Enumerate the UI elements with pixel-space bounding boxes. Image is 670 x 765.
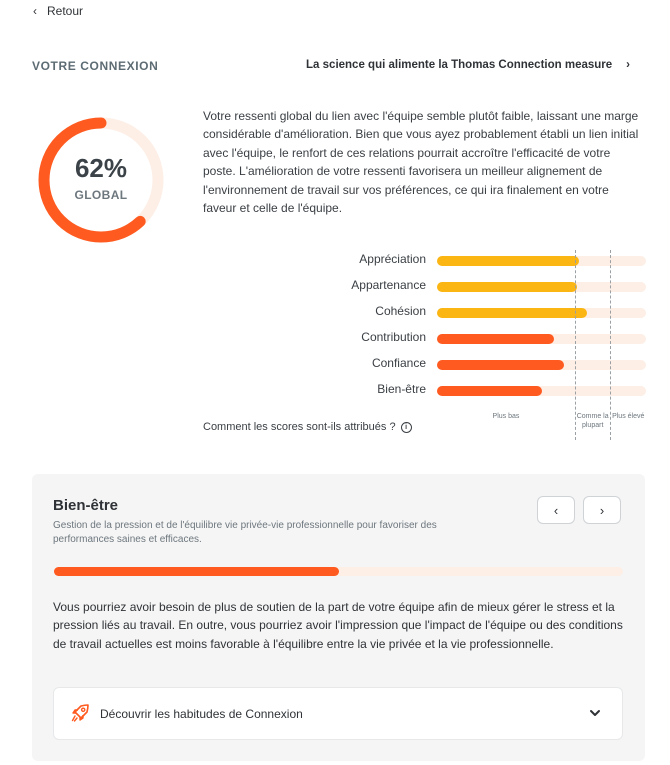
prev-dimension-button[interactable] (537, 496, 575, 524)
bar-track (437, 282, 646, 292)
how-scores-link[interactable] (203, 421, 412, 433)
bar-track (437, 386, 646, 396)
discover-label: Découvrir les habitudes de Connexion (100, 707, 303, 721)
bar-label: Appréciation (359, 252, 426, 266)
bar-label: Bien-être (377, 382, 426, 396)
bar-track (437, 308, 646, 318)
next-dimension-button[interactable] (583, 496, 621, 524)
bar-track (437, 334, 646, 344)
chevron-left-icon: ‹ (33, 4, 37, 18)
global-percent: 62% (74, 153, 128, 183)
global-label: GLOBAL (74, 188, 128, 202)
bar-row (300, 276, 650, 296)
chevron-right-icon: › (599, 502, 605, 518)
info-icon: i (401, 422, 412, 433)
how-scores-label: Comment les scores sont-ils attribués ? (203, 421, 396, 433)
bar-fill (437, 334, 554, 344)
scale-label: Plus bas (492, 413, 520, 420)
bar-fill (437, 256, 579, 266)
bar-fill (437, 386, 542, 396)
bar-label: Contribution (361, 330, 426, 344)
rocket-icon (70, 703, 90, 728)
bar-row (300, 380, 650, 400)
scale-label: Plus élevé (612, 413, 645, 420)
bar-label: Confiance (371, 356, 426, 370)
science-link-label: La science qui alimente la Thomas Connection measure (306, 59, 613, 71)
scale-label: Comme la plupart (576, 413, 609, 429)
bar-fill (437, 308, 587, 318)
bar-row (300, 302, 650, 322)
chevron-down-icon (588, 706, 602, 725)
bar-track (437, 360, 646, 370)
bar-label: Appartenance (351, 278, 426, 292)
bar-fill (437, 282, 577, 292)
bar-row (300, 354, 650, 374)
chevron-right-icon: › (626, 59, 630, 71)
dimension-progress-fill (54, 567, 339, 576)
card-title: Bien-être (53, 497, 119, 514)
summary-text: Votre ressenti global du lien avec l'équipe semble plutôt faible, laissant une marge considérable d'amélioration. Bien que vous ayez probablement établi un lien initial avec l'équipe, le renfort de ces relations pourrait accroître l'efficacité de votre poste. L'amélioration de votre ressenti favorisera un meilleur alignement de l'environnement de travail sur vos préférences, ce qui ira finalement en votre faveur et celle de l'équipe. (203, 109, 639, 216)
dimension-card (32, 474, 645, 761)
bar-track (437, 256, 646, 266)
back-label: Retour (47, 4, 84, 18)
dimension-bar-chart (300, 250, 650, 430)
dimension-progress-track (54, 567, 623, 576)
bar-row (300, 328, 650, 348)
discover-habits-accordion[interactable] (53, 687, 623, 740)
science-link[interactable] (306, 59, 630, 71)
back-link[interactable] (33, 4, 83, 18)
bar-label: Cohésion (375, 304, 426, 318)
bar-row (300, 250, 650, 270)
global-score-gauge (37, 113, 165, 247)
card-description: Vous pourriez avoir besoin de plus de soutien de la part de votre équipe afin de mieux gérer le stress et la pression liés au travail. En outre, vous pourriez avoir l'impression que l'impact de l'équipe ou des conditions de travail actuelles est moins favorable à l'équilibre entre la vie privée et la vie professionnelle. (53, 600, 623, 651)
section-title: VOTRE CONNEXION (32, 59, 159, 73)
card-subtitle: Gestion de la pression et de l'équilibre vie privée-vie professionnelle pour favoriser des performances saines et efficaces. (53, 520, 437, 545)
bar-fill (437, 360, 564, 370)
chevron-left-icon: ‹ (553, 502, 559, 518)
